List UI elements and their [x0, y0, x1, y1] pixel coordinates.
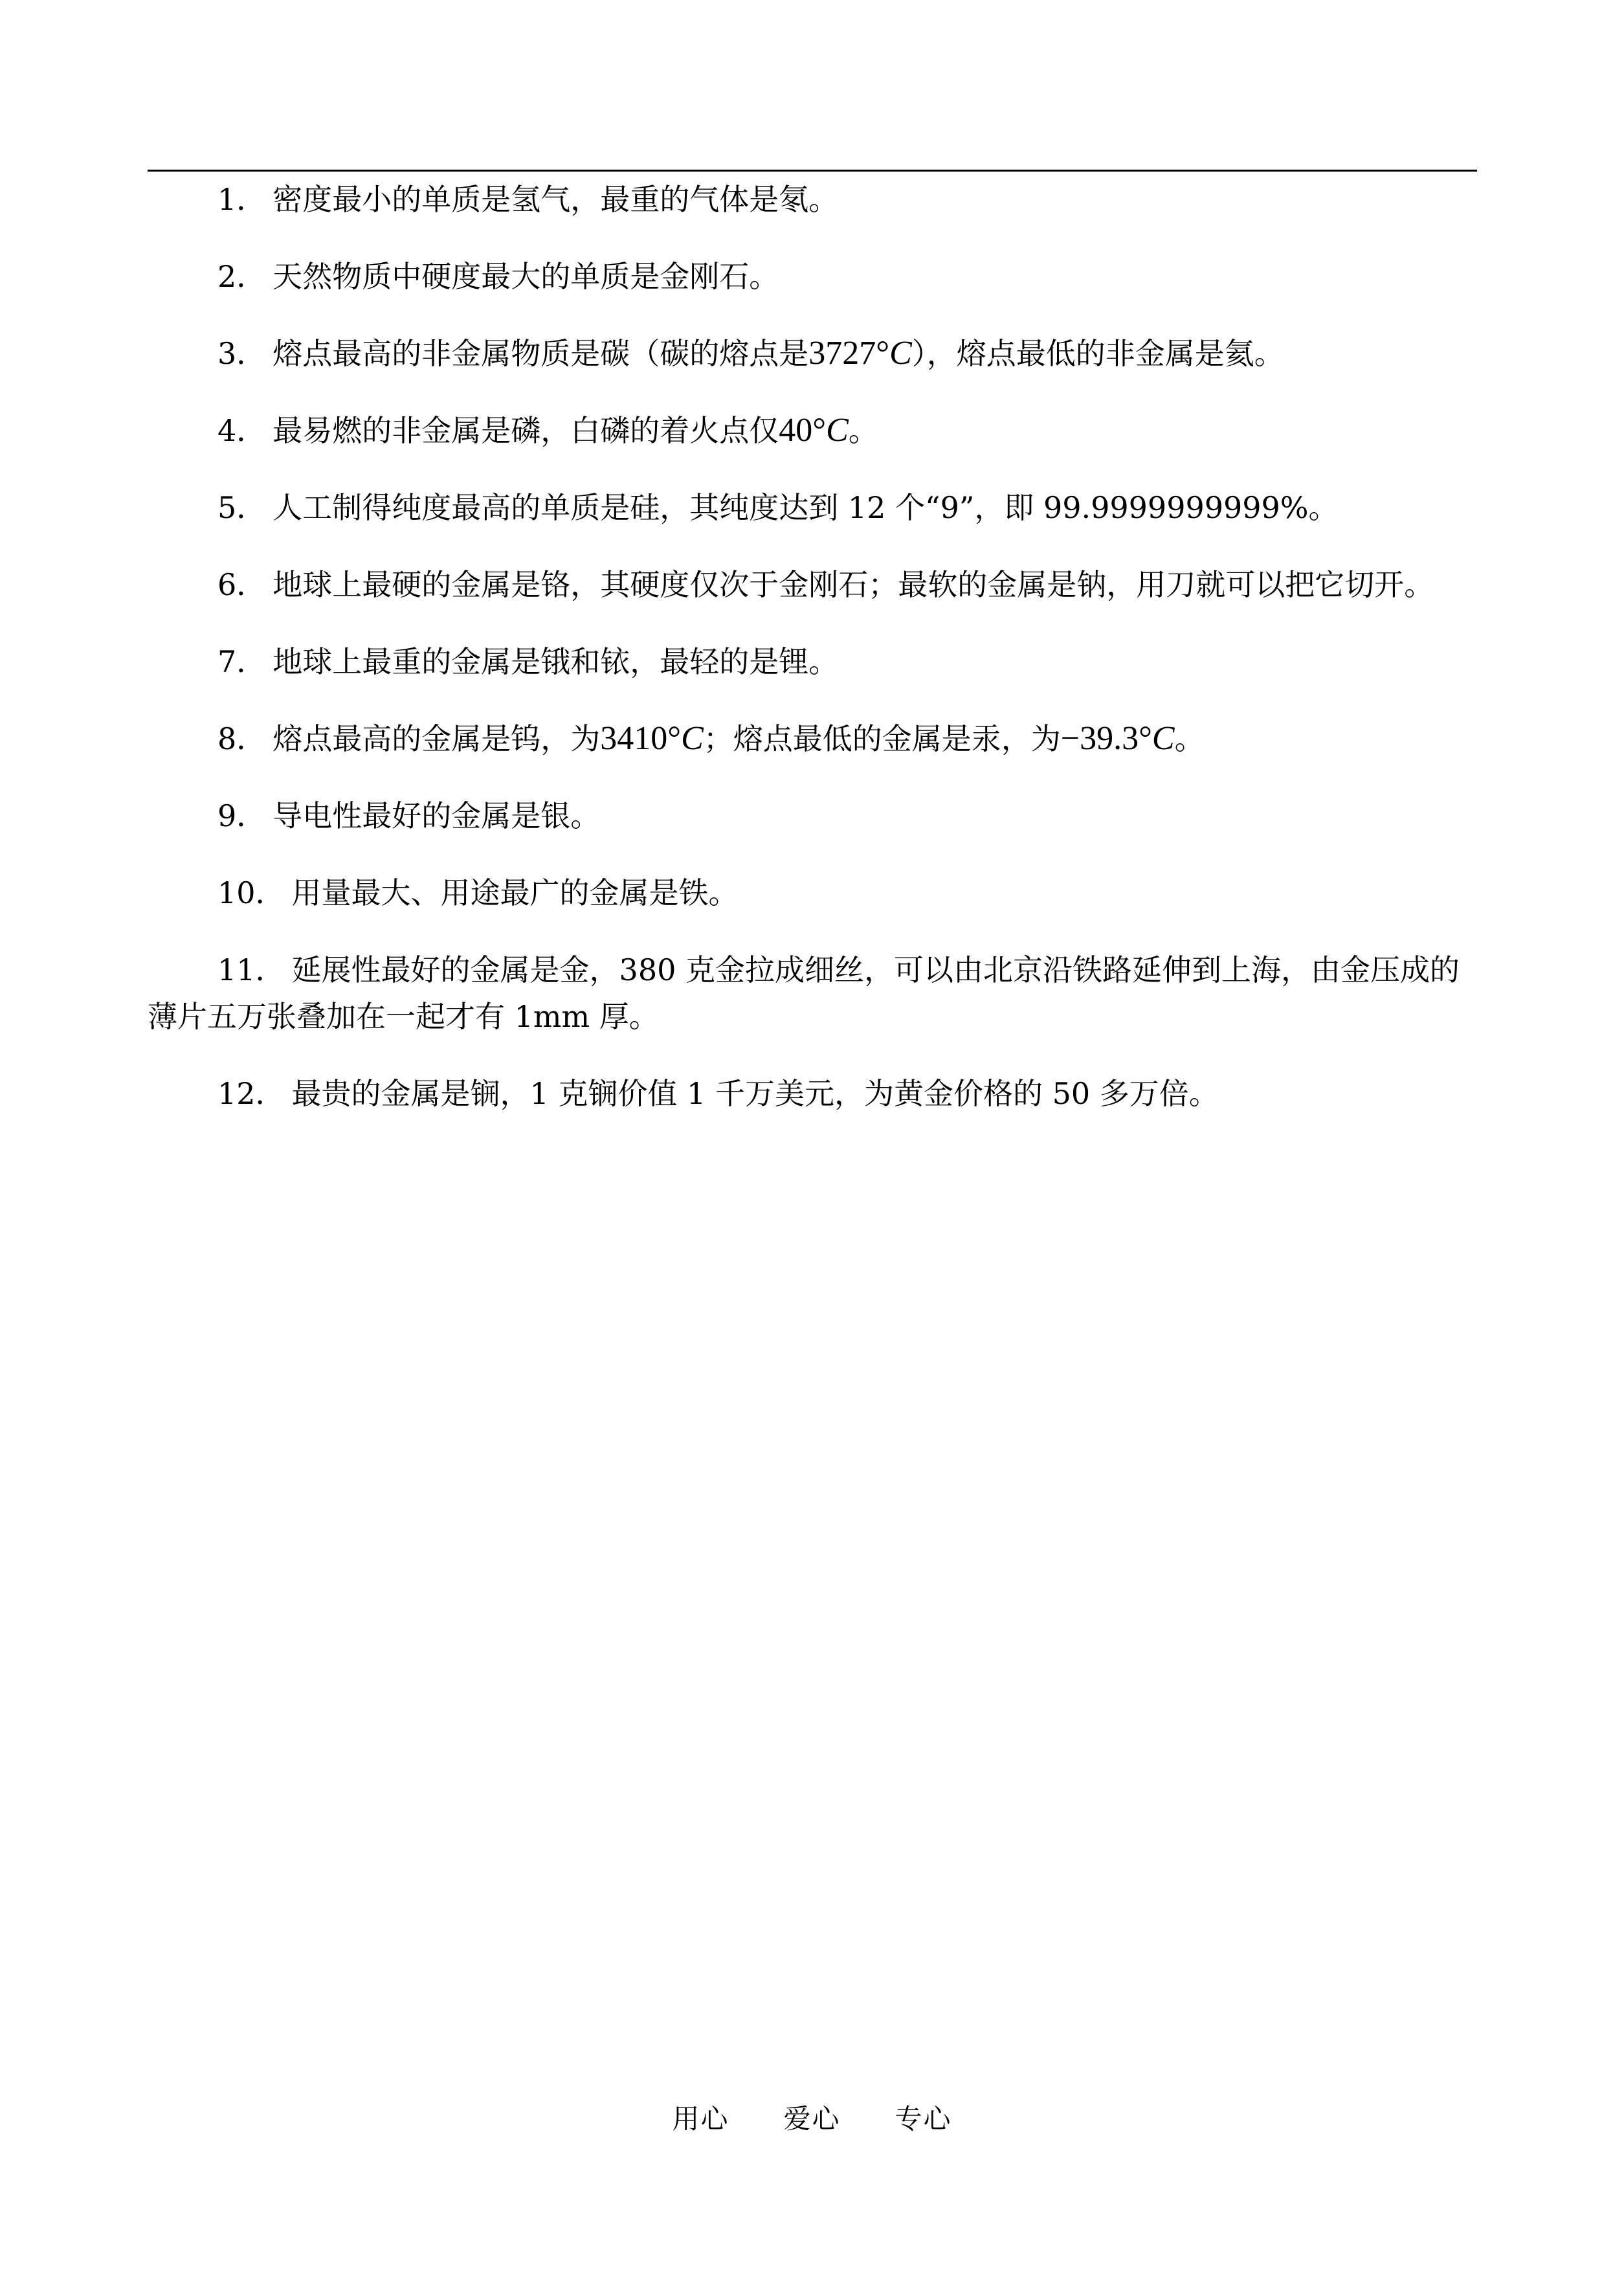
item-text: ；熔点最低的金属是汞，为 — [703, 721, 1061, 756]
list-item — [148, 253, 1477, 300]
content-body — [148, 176, 1477, 1147]
item-text: 地球上最重的金属是锇和铱，最轻的是锂。 — [273, 644, 839, 679]
list-item — [148, 330, 1477, 377]
list-item — [148, 792, 1477, 839]
temperature-value: −39.3°C — [1060, 720, 1175, 757]
temperature-value: 40°C — [779, 412, 849, 449]
footer-text: 用心 — [672, 2103, 729, 2135]
list-item — [148, 715, 1477, 762]
item-text: 用量最大、用途最广的金属是铁。 — [291, 875, 739, 910]
footer-text: 专心 — [895, 2103, 952, 2135]
item-number: 7． — [217, 644, 267, 679]
item-text: 熔点最高的金属是钨，为 — [273, 721, 601, 756]
item-text: 。 — [1174, 721, 1205, 756]
item-text: 。 — [848, 413, 878, 448]
item-number: 11． — [217, 952, 285, 987]
item-text: 最贵的金属是锎，1 克锎价值 1 千万美元，为黄金价格的 50 多万倍。 — [291, 1076, 1219, 1111]
item-text: ），熔点最低的非金属是氦。 — [911, 336, 1284, 371]
item-number: 12． — [217, 1076, 285, 1111]
item-text: 地球上最硬的金属是铬，其硬度仅次于金刚石；最软的金属是钠，用刀就可以把它切开。 — [273, 567, 1434, 602]
header-rule — [148, 170, 1477, 172]
item-number: 9． — [217, 798, 267, 833]
item-number: 5． — [217, 490, 267, 525]
list-item — [148, 638, 1477, 685]
item-text: 密度最小的单质是氢气，最重的气体是氡。 — [273, 182, 839, 217]
item-text: 熔点最高的非金属物质是碳（碳的熔点是 — [273, 336, 809, 371]
list-item — [148, 1070, 1477, 1117]
footer-text: 爱心 — [783, 2103, 841, 2135]
page-footer — [0, 2098, 1624, 2137]
temperature-value: 3410°C — [600, 720, 704, 757]
list-item — [148, 407, 1477, 454]
item-text: 天然物质中硬度最大的单质是金刚石。 — [273, 259, 779, 294]
item-number: 8． — [217, 721, 267, 756]
item-number: 10． — [217, 875, 285, 910]
item-number: 1． — [217, 182, 267, 217]
item-number: 2． — [217, 259, 267, 294]
temperature-value: 3727°C — [808, 335, 912, 372]
list-item — [148, 561, 1477, 608]
list-item — [148, 870, 1477, 916]
list-item — [148, 176, 1477, 223]
item-number: 4． — [217, 413, 267, 448]
item-text: 最易燃的非金属是磷，白磷的着火点仅 — [273, 413, 779, 448]
item-number: 6． — [217, 567, 267, 602]
list-item — [148, 484, 1477, 531]
list-item — [148, 947, 1477, 1040]
item-number: 3． — [217, 336, 267, 371]
item-text: 导电性最好的金属是银。 — [273, 798, 601, 833]
item-text: 延展性最好的金属是金，380 克金拉成细丝，可以由北京沿铁路延伸到上海，由金压成的薄片五万张叠加在一起才有 1mm 厚。 — [148, 952, 1460, 1034]
item-text: 人工制得纯度最高的单质是硅，其纯度达到 12 个“9”，即 99.9999999999%。 — [273, 490, 1339, 525]
